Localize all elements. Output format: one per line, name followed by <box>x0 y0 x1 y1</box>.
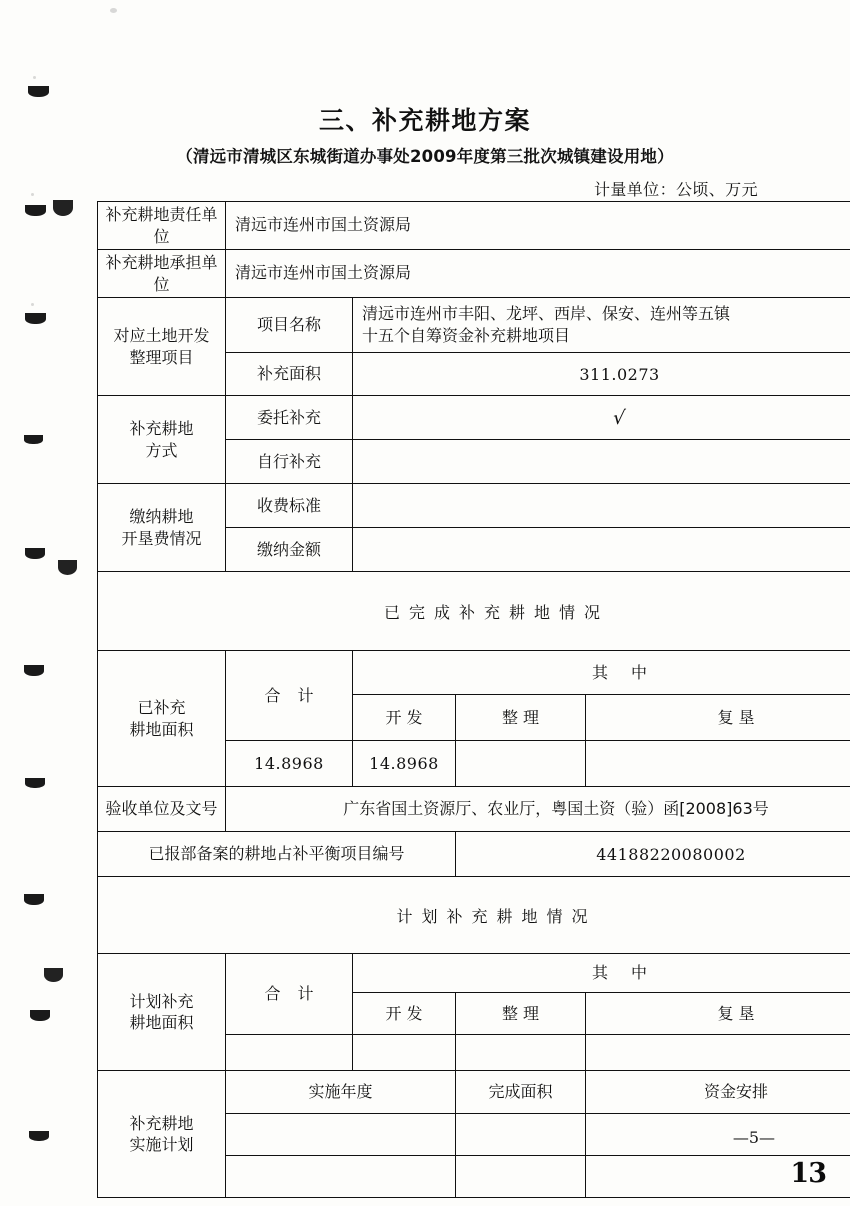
scan-speck <box>33 76 36 79</box>
implementation-cell-area-2 <box>456 1156 586 1198</box>
method-group-label-line2: 方式 <box>145 440 178 460</box>
project-name-value <box>353 298 850 353</box>
planned-column-reclamation: 复 垦 <box>586 993 850 1035</box>
table-row-undertaking-unit <box>98 250 850 298</box>
scan-artifact <box>24 435 43 444</box>
planned-among-label: 其 中 <box>353 954 850 993</box>
acceptance-label: 验收单位及文号 <box>98 787 226 832</box>
completed-column-development: 开 发 <box>353 695 456 741</box>
scan-artifact <box>24 894 44 905</box>
completed-value-reclamation <box>586 741 850 787</box>
implementation-cell-area-1 <box>456 1114 586 1156</box>
scan-artifact <box>25 778 45 788</box>
fee-amount-label: 缴纳金额 <box>226 528 353 572</box>
table-row-responsible-unit <box>98 202 850 250</box>
method-entrusted-value <box>353 396 850 440</box>
planned-area-label-line2: 耕地面积 <box>129 1013 194 1033</box>
scan-artifact <box>24 665 44 676</box>
method-self-label: 自行补充 <box>226 440 353 484</box>
fee-group-label-line2: 开垦费情况 <box>121 528 202 548</box>
completed-area-label-line1: 已补充 <box>137 698 186 718</box>
implementation-cell-year-1 <box>226 1114 456 1156</box>
planned-total-label: 合 计 <box>226 954 353 1035</box>
table-row-planned-header <box>98 877 850 954</box>
planned-section-header: 计划补充耕地情况 <box>98 877 850 954</box>
page-number: —5— <box>732 1128 775 1147</box>
project-group-label-line2: 整理项目 <box>129 347 194 367</box>
completed-column-consolidation: 整 理 <box>456 695 586 741</box>
table-row-project-name <box>98 298 850 353</box>
table-row-filed-number <box>98 832 850 877</box>
table-row-acceptance <box>98 787 850 832</box>
scan-artifact <box>25 548 45 559</box>
planned-area-label-line1: 计划补充 <box>129 991 194 1011</box>
table-row-completed-header <box>98 572 850 651</box>
method-group-label-line1: 补充耕地 <box>129 419 194 439</box>
completed-among-label: 其 中 <box>353 651 850 695</box>
project-group-label-line1: 对应土地开发 <box>113 325 210 345</box>
table-row-implementation-columns <box>98 1071 850 1114</box>
method-group-label <box>98 396 226 484</box>
planned-value-reclamation <box>586 1035 850 1071</box>
completed-total-label: 合 计 <box>226 651 353 741</box>
implementation-plan-label-line2: 实施计划 <box>129 1135 194 1155</box>
implementation-cell-funding-1 <box>586 1114 850 1156</box>
project-area-value: 311.0273 <box>353 353 850 396</box>
table-row-fee-standard <box>98 484 850 528</box>
completed-area-label-line2: 耕地面积 <box>129 719 194 739</box>
fee-amount-value <box>353 528 850 572</box>
scan-artifact <box>25 313 46 324</box>
implementation-cell-year-2 <box>226 1156 456 1198</box>
scan-artifact <box>30 1010 50 1021</box>
planned-value-development <box>353 1035 456 1071</box>
planned-area-label <box>98 954 226 1071</box>
scan-artifact <box>53 200 73 216</box>
supplementary-farmland-table <box>97 201 769 1198</box>
scan-artifact <box>28 86 49 97</box>
completed-total-value: 14.8968 <box>226 741 353 787</box>
implementation-plan-label-line1: 补充耕地 <box>129 1113 194 1133</box>
completed-area-label <box>98 651 226 787</box>
table-row-method-entrusted <box>98 396 850 440</box>
stamp-number: 13 <box>790 1158 826 1189</box>
completed-value-development: 14.8968 <box>353 741 456 787</box>
responsible-unit-value: 清远市连州市国土资源局 <box>226 202 850 250</box>
scan-artifact <box>58 560 77 575</box>
completed-column-reclamation: 复 垦 <box>586 695 850 741</box>
table-row-planned-among-header <box>98 954 850 993</box>
method-entrusted-label: 委托补充 <box>226 396 353 440</box>
planned-column-development: 开 发 <box>353 993 456 1035</box>
filed-value: 44188220080002 <box>456 832 850 877</box>
fee-group-label-line1: 缴纳耕地 <box>129 507 194 527</box>
filed-label: 已报部备案的耕地占补平衡项目编号 <box>98 832 456 877</box>
completed-section-header: 已完成补充耕地情况 <box>98 572 850 651</box>
method-self-value <box>353 440 850 484</box>
implementation-plan-label <box>98 1071 226 1198</box>
scan-speck <box>31 193 34 196</box>
undertaking-unit-label: 补充耕地承担单位 <box>98 250 226 298</box>
project-area-label: 补充面积 <box>226 353 353 396</box>
fee-group-label <box>98 484 226 572</box>
completed-value-consolidation <box>456 741 586 787</box>
scan-artifact <box>25 205 46 216</box>
implementation-column-year: 实施年度 <box>226 1071 456 1114</box>
project-name-label: 项目名称 <box>226 298 353 353</box>
page-title: 三、补充耕地方案 <box>318 106 531 135</box>
checkmark-icon: √ <box>612 406 627 429</box>
planned-total-value <box>226 1035 353 1071</box>
responsible-unit-label: 补充耕地责任单位 <box>98 202 226 250</box>
implementation-column-area: 完成面积 <box>456 1071 586 1114</box>
planned-column-consolidation: 整 理 <box>456 993 586 1035</box>
scan-artifact <box>44 968 63 982</box>
fee-standard-value <box>353 484 850 528</box>
acceptance-value: 广东省国土资源厅、农业厅，粤国土资（验）函[2008]63号 <box>226 787 850 832</box>
measurement-unit-note: 计量单位：公顷、万元 <box>593 180 758 199</box>
scan-speck <box>110 8 117 13</box>
planned-value-consolidation <box>456 1035 586 1071</box>
scan-artifact <box>29 1131 49 1141</box>
fee-standard-label: 收费标准 <box>226 484 353 528</box>
implementation-column-funding: 资金安排 <box>586 1071 850 1114</box>
undertaking-unit-value: 清远市连州市国土资源局 <box>226 250 850 298</box>
scan-speck <box>31 303 34 306</box>
table-row-completed-among-header <box>98 651 850 695</box>
project-group-label <box>98 298 226 396</box>
project-name-value-line2: 十五个自筹资金补充耕地项目 <box>362 326 571 346</box>
project-name-value-line1: 清远市连州市丰阳、龙坪、西岸、保安、连州等五镇 <box>362 304 731 323</box>
page-subtitle: （清远市清城区东城街道办事处2009年度第三批次城镇建设用地） <box>176 147 674 166</box>
